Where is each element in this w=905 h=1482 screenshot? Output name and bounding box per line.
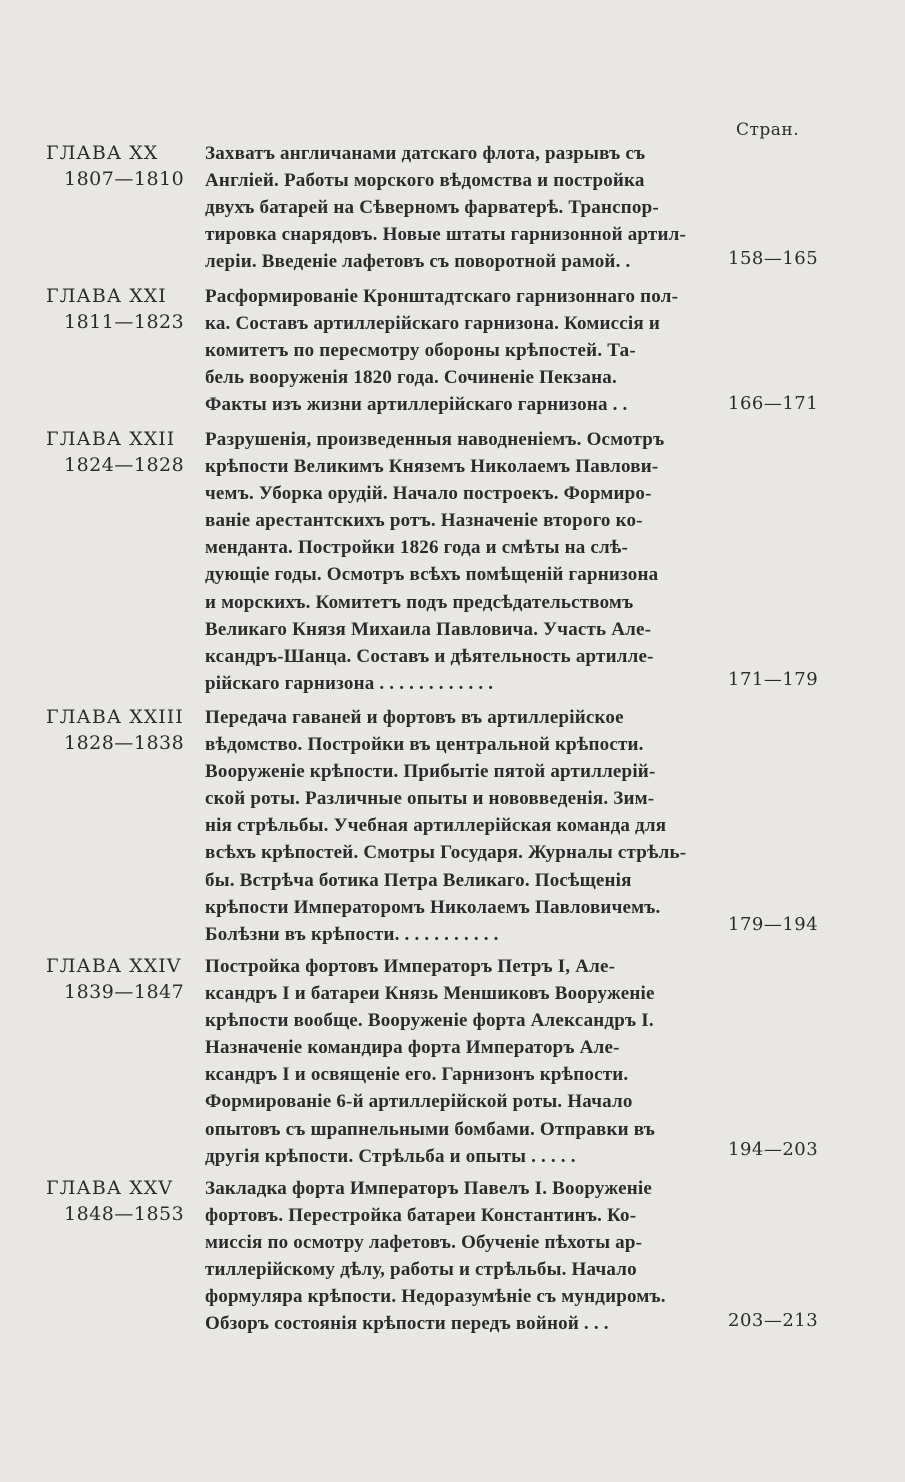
chapter-summary	[205, 1175, 715, 1338]
summary-line: крѣпости вообще. Вооруженiе форта Александръ I.	[205, 1010, 654, 1032]
summary-line: всѣхъ крѣпостей. Смотры Государя. Журналы стрѣль-	[205, 842, 687, 864]
summary-line: ка. Составъ артиллерiйскаго гарнизона. Комиссiя и	[205, 313, 660, 335]
chapter-years: 1839—1847	[64, 981, 185, 1003]
summary-line: чемъ. Уборка орудiй. Начало построекъ. Формиро-	[205, 483, 652, 505]
chapter-years: 1824—1828	[64, 454, 185, 476]
page-range: 158—165	[728, 248, 819, 269]
summary-line: дующiе годы. Осмотръ всѣхъ помѣщенiй гарнизона	[205, 564, 659, 586]
chapter-years: 1828—1838	[64, 732, 185, 754]
summary-line: Англiей. Работы морского вѣдомства и постройка	[205, 170, 645, 192]
page-range: 166—171	[728, 393, 819, 414]
chapter-heading	[46, 1175, 196, 1227]
summary-line: Факты изъ жизни артиллерiйскаго гарнизона . .	[205, 394, 628, 416]
summary-line: вѣдомство. Постройки въ центральной крѣпости.	[205, 734, 644, 756]
chapter-summary	[205, 704, 715, 948]
chapter-heading	[46, 953, 196, 1005]
summary-line: другiя крѣпости. Стрѣльба и опыты . . . . .	[205, 1145, 576, 1167]
summary-line: Вооруженiе крѣпости. Прибытiе пятой артиллерiй-	[205, 761, 656, 783]
chapter-heading	[46, 283, 196, 335]
summary-line: Формированiе 6-й артиллерiйской роты. Начало	[205, 1091, 633, 1113]
summary-line: бель вооруженiя 1820 года. Сочиненiе Пекзана.	[205, 367, 617, 389]
summary-line: тировка снарядовъ. Новые штаты гарнизонной артил-	[205, 224, 686, 246]
summary-line: ванiе арестантскихъ ротъ. Назначенiе второго ко-	[205, 510, 643, 532]
summary-line: ской роты. Различные опыты и нововведенiя. Зим-	[205, 788, 655, 810]
summary-line: крѣпости Великимъ Княземъ Николаемъ Павлови-	[205, 456, 659, 478]
summary-line: менданта. Постройки 1826 года и смѣты на слѣ-	[205, 537, 629, 559]
summary-line: двухъ батарей на Сѣверномъ фарватерѣ. Транспор-	[205, 197, 659, 219]
summary-line: Закладка форта Императоръ Павелъ I. Вооруженiе	[205, 1178, 652, 1199]
chapter-heading	[46, 704, 196, 756]
summary-line: рiйскаго гарнизона . . . . . . . . . . . .	[205, 672, 494, 694]
page-range: 171—179	[728, 669, 819, 690]
page-range: 194—203	[728, 1139, 819, 1160]
summary-line: тиллерiйскому дѣлу, работы и стрѣльбы. Начало	[205, 1259, 637, 1281]
summary-line: ксандръ-Шанца. Составъ и дѣятельность артилле-	[205, 645, 654, 667]
page-range: 179—194	[728, 914, 819, 935]
chapter-summary	[205, 953, 715, 1170]
chapter-label: ГЛАВА XXV	[46, 1177, 173, 1199]
summary-line: лерiи. Введенiе лафетовъ съ поворотной рамой. .	[205, 251, 631, 273]
summary-line: и морскихъ. Комитетъ подъ предсѣдательствомъ	[205, 591, 634, 613]
chapter-label: ГЛАВА XXII	[46, 428, 176, 450]
chapter-heading	[46, 140, 196, 192]
summary-line: Захватъ англичанами датскаго флота, разрывъ съ	[205, 143, 646, 164]
chapter-summary	[205, 140, 715, 275]
summary-line: крѣпости Императоромъ Николаемъ Павловичемъ.	[205, 896, 661, 918]
page-range: 203—213	[728, 1310, 819, 1331]
summary-line: комитетъ по пересмотру обороны крѣпостей. Та-	[205, 340, 636, 362]
summary-line: Назначенiе командира форта Императоръ Але-	[205, 1037, 620, 1059]
chapter-label: ГЛАВА XXI	[46, 285, 167, 307]
summary-line: формуляра крѣпости. Недоразумѣнiе съ мундиромъ.	[205, 1286, 666, 1308]
summary-line: миссiя по осмотру лафетовъ. Обученiе пѣхоты ар-	[205, 1232, 643, 1254]
chapter-years: 1811—1823	[64, 311, 185, 333]
pages-column-header: Стран.	[736, 120, 800, 140]
summary-line: Передача гаваней и фортовъ въ артиллерiйское	[205, 707, 624, 728]
summary-line: Болѣзни въ крѣпости. . . . . . . . . . .	[205, 923, 499, 945]
summary-line: нiя стрѣльбы. Учебная артиллерiйская команда для	[205, 815, 667, 837]
chapter-label: ГЛАВА XXIII	[46, 706, 184, 728]
chapter-years: 1848—1853	[64, 1203, 185, 1225]
summary-line: Расформированiе Кронштадтскаго гарнизоннаго пол-	[205, 286, 679, 307]
chapter-heading	[46, 426, 196, 478]
chapter-label: ГЛАВА XXIV	[46, 955, 182, 977]
summary-line: Разрушенiя, произведенныя наводненiемъ. Осмотръ	[205, 429, 665, 450]
summary-line: опытовъ съ шрапнельными бомбами. Отправки въ	[205, 1118, 655, 1140]
summary-line: Обзоръ состоянiя крѣпости передъ войной . . .	[205, 1313, 609, 1335]
chapter-years: 1807—1810	[64, 168, 185, 190]
summary-line: бы. Встрѣча ботика Петра Великаго. Посѣщенiя	[205, 869, 632, 891]
summary-line: Великаго Князя Михаила Павловича. Участь Але-	[205, 618, 652, 640]
summary-line: ксандръ I и освященiе его. Гарнизонъ крѣпости.	[205, 1064, 629, 1086]
chapter-summary	[205, 426, 715, 697]
chapter-label: ГЛАВА XX	[46, 142, 159, 164]
summary-line: Постройка фортовъ Императоръ Петръ I, Але-	[205, 956, 616, 977]
summary-line: фортовъ. Перестройка батареи Константинъ. Ко-	[205, 1205, 637, 1227]
summary-line: ксандръ I и батареи Князь Меншиковъ Вооруженiе	[205, 983, 655, 1005]
chapter-summary	[205, 283, 715, 418]
